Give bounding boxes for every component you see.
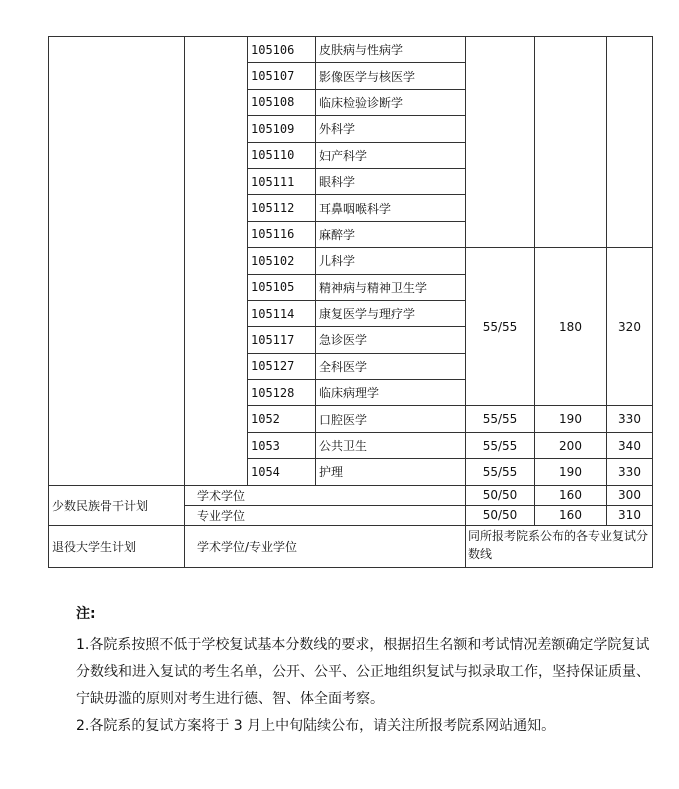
score-table	[48, 36, 653, 568]
foreign-score: 180	[535, 248, 607, 406]
major-name: 公共卫生	[316, 432, 466, 458]
degree-type: 专业学位	[185, 505, 466, 525]
major-code: 105108	[248, 89, 316, 115]
total-score: 310	[607, 505, 653, 525]
major-code: 105114	[248, 300, 316, 326]
table-row	[49, 485, 653, 505]
single-subject-score: 55/55	[466, 432, 535, 458]
single-subject-score: 50/50	[466, 485, 535, 505]
major-name: 护理	[316, 459, 466, 485]
major-name: 外科学	[316, 116, 466, 142]
degree-type: 学术学位	[185, 485, 466, 505]
score-cell-empty	[535, 37, 607, 248]
major-code: 105106	[248, 37, 316, 63]
major-name: 精神病与精神卫生学	[316, 274, 466, 300]
total-score: 330	[607, 406, 653, 432]
major-code: 105109	[248, 116, 316, 142]
major-code: 105111	[248, 168, 316, 194]
major-code: 105117	[248, 327, 316, 353]
major-name: 儿科学	[316, 248, 466, 274]
major-code: 1053	[248, 432, 316, 458]
major-code: 1054	[248, 459, 316, 485]
table-row	[49, 37, 653, 63]
total-score: 330	[607, 459, 653, 485]
degree-type: 学术学位/专业学位	[185, 525, 466, 567]
major-name: 急诊医学	[316, 327, 466, 353]
major-name: 全科医学	[316, 353, 466, 379]
foreign-score: 160	[535, 505, 607, 525]
major-name: 麻醉学	[316, 221, 466, 247]
single-subject-score: 55/55	[466, 406, 535, 432]
category-cell-empty	[49, 37, 185, 486]
single-subject-score: 55/55	[466, 248, 535, 406]
major-code: 105102	[248, 248, 316, 274]
major-name: 影像医学与核医学	[316, 63, 466, 89]
major-code: 105107	[248, 63, 316, 89]
minority-plan-label: 少数民族骨干计划	[49, 485, 185, 525]
major-name: 临床检验诊断学	[316, 89, 466, 115]
major-code: 105105	[248, 274, 316, 300]
table-row	[49, 525, 653, 567]
veteran-score-note: 同所报考院系公布的各专业复试分数线	[466, 525, 653, 567]
major-code: 105110	[248, 142, 316, 168]
total-score: 340	[607, 432, 653, 458]
major-name: 妇产科学	[316, 142, 466, 168]
note-item-1: 1.各院系按照不低于学校复试基本分数线的要求，根据招生名额和考试情况差额确定学院复试分数线和进入复试的考生名单，公开、公平、公正地组织复试与拟录取工作，坚持保证质量、宁缺毋滥的原则对考生进行德、智、体全面考察。	[76, 637, 650, 707]
foreign-score: 160	[535, 485, 607, 505]
veteran-plan-label: 退役大学生计划	[49, 525, 185, 567]
foreign-score: 190	[535, 459, 607, 485]
notes-title: 注:	[76, 606, 96, 622]
major-code: 1052	[248, 406, 316, 432]
notes-section	[76, 601, 651, 740]
degree-cell-empty	[185, 37, 248, 486]
single-subject-score: 55/55	[466, 459, 535, 485]
note-item-2: 2.各院系的复试方案将于 3 月上中旬陆续公布，请关注所报考院系网站通知。	[76, 718, 556, 734]
major-code: 105127	[248, 353, 316, 379]
total-score: 300	[607, 485, 653, 505]
major-name: 皮肤病与性病学	[316, 37, 466, 63]
score-cell-empty	[607, 37, 653, 248]
total-score: 320	[607, 248, 653, 406]
major-code: 105116	[248, 221, 316, 247]
score-cell-empty	[466, 37, 535, 248]
major-name: 眼科学	[316, 168, 466, 194]
major-name: 口腔医学	[316, 406, 466, 432]
single-subject-score: 50/50	[466, 505, 535, 525]
major-name: 耳鼻咽喉科学	[316, 195, 466, 221]
foreign-score: 200	[535, 432, 607, 458]
major-name: 临床病理学	[316, 380, 466, 406]
major-code: 105112	[248, 195, 316, 221]
major-code: 105128	[248, 380, 316, 406]
table-body	[49, 37, 653, 568]
major-name: 康复医学与理疗学	[316, 300, 466, 326]
foreign-score: 190	[535, 406, 607, 432]
